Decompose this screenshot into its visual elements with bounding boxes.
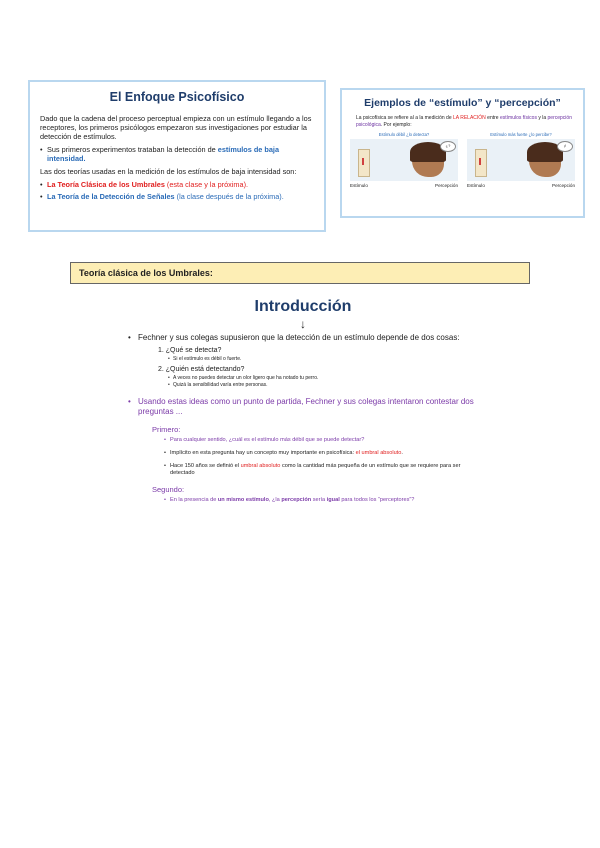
label-perception: Percepción [435,183,458,188]
section-label: Primero: [152,424,181,434]
emphasis-text: el umbral absoluto [355,449,402,456]
label-stimulus: Estímulo [350,183,368,188]
text: Sus primeros experimentos trataban la detección de [47,145,218,154]
theory-note: (esta clase y la próxima). [164,180,249,189]
text: entre [485,115,500,121]
emphasis-text: estímulos físicos [499,115,537,121]
description [356,115,575,128]
question-item: • Para cualquier sentido, ¿cuál es el estímulo más débil que se puede detectar? [164,437,478,444]
paragraph: Las dos teorías usadas en la medición de los estímulos de baja intensidad son: [40,167,297,176]
theory-name: La Teoría de la Detección de Señales [47,192,175,201]
text: , ¿la [268,496,282,503]
list-item [40,145,314,163]
section-header: Teoría clásica de los Umbrales: [70,262,530,284]
text: como la cantidad más pequeña de un estímulo que se requiere para ser detectado [170,462,461,476]
list-item [40,180,314,189]
face-icon [412,145,444,177]
label-stimulus: Estímulo [467,183,485,188]
example-illustration [350,139,458,181]
text: para todos los “perceptores”? [339,496,415,503]
speech-bubble-icon: ¡! [557,141,573,152]
panel-labels [467,183,575,188]
slide-title: El Enfoque Psicofísico [109,90,245,104]
text: . Por ejemplo: [380,121,412,128]
emphasis-text: un mismo estímulo [217,496,269,503]
text: En la presencia de [170,496,218,503]
emphasis-text: umbral absoluto [240,462,281,469]
section-label: Segundo: [152,484,185,494]
emphasis-text: igual [326,496,340,503]
slide-title: Ejemplos de “estímulo” y “percepción” [364,97,561,109]
sub-item: • Si el estímulo es débil o fuerte. [168,356,478,363]
example-panel-1 [350,132,458,188]
speech-bubble-icon: ¿? [440,141,456,152]
slide-ejemplos [340,88,585,218]
list-item: • Fechner y sus colegas supusieron que la detección de un estímulo depende de dos cosas: [128,333,460,342]
label-perception: Percepción [552,183,575,188]
theory-name: La Teoría Clásica de los Umbrales [47,180,165,189]
text: y la [536,115,548,121]
emphasis-text: estímulos de baja intensidad. [47,145,279,163]
example-panel-2 [467,132,575,188]
down-arrow-icon: ↓ [300,317,306,331]
panel-caption: Estímulo débil ¿lo detecta? [378,132,430,137]
slide-introduccion [128,298,478,510]
bullet-list [40,145,314,163]
example-panels [350,132,575,188]
example-illustration [467,139,575,181]
emphasis-text: percepción psicológica [356,115,572,128]
emphasis-text: LA RELACIÓN [453,115,486,121]
theory-note: (la clase después de la próxima). [174,192,284,201]
stimulus-icon [358,149,370,177]
text: Usando estas ideas como un punto de partida, Fechner y sus colegas intentaron contestar dos preguntas ... [138,396,474,416]
note-item [164,463,478,477]
numbered-item: 1. ¿Qué se detecta? [158,347,222,354]
text: Fechner y sus colegas supusieron que la detección de un estímulo depende de dos cosas: [138,333,460,342]
question-item [164,497,478,504]
sub-item: • A veces no puedes detectar un olor ligero que ha notado tu perro. [168,375,478,382]
face-icon [529,145,561,177]
list-item [40,192,314,201]
sub-item: • Quizá la sensibilidad varía entre personas. [168,382,478,389]
slide-title: Introducción [254,298,352,315]
paragraph: Dado que la cadena del proceso perceptual empieza con un estímulo llegando a los receptores, los primeros psicólogos empezaron sus investigaciones por estudiar la detección de estímulos. [40,114,312,141]
text: Hace 150 años se definió el [170,462,241,469]
text: sería [311,496,327,503]
emphasis-text: percepción [281,496,312,503]
text: . [401,449,403,456]
panel-caption: Estímulo más fuerte ¿lo percibe? [490,132,552,137]
numbered-item: 2. ¿Quién está detectando? [158,365,245,373]
stimulus-icon [475,149,487,177]
text: La psicofísica se refiere al a la medición de [356,115,453,121]
panel-labels [350,183,458,188]
text: Implícito en esta pregunta hay un concepto muy importante en psicofísica: [170,449,356,456]
slide-enfoque-psicofisico [28,80,326,232]
note-item [164,450,478,457]
theory-list [40,180,314,201]
list-item: • Usando estas ideas como un punto de partida, Fechner y sus colegas intentaron contestar dos preguntas ... [128,396,474,416]
